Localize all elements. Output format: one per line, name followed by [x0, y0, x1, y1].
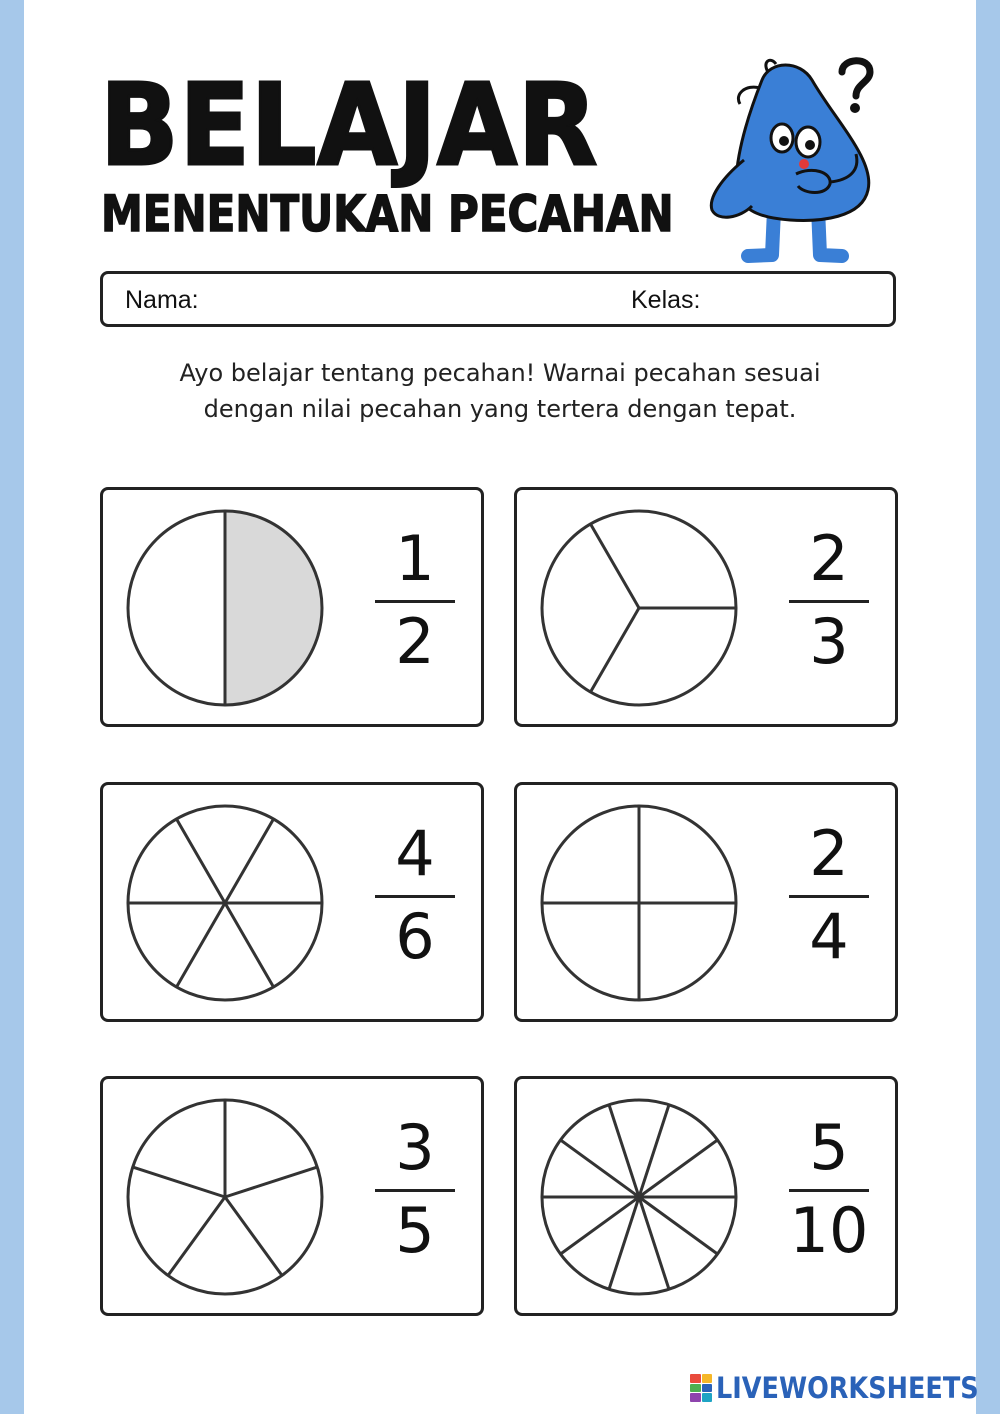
- name-class-field[interactable]: [100, 271, 896, 327]
- fraction-label: [789, 524, 869, 677]
- fraction-circle[interactable]: [125, 508, 325, 708]
- fraction-bar: [789, 895, 869, 898]
- page-subtitle: MENENTUKAN PECAHAN: [101, 185, 674, 243]
- fraction-numerator: 5: [809, 1111, 849, 1184]
- fraction-bar: [375, 1189, 455, 1192]
- right-border-stripe: [976, 0, 1000, 1414]
- fraction-numerator: 3: [395, 1111, 435, 1184]
- fraction-circle[interactable]: [125, 1097, 325, 1297]
- slice-divider: [609, 1197, 639, 1289]
- slice-divider: [639, 1105, 669, 1197]
- fraction-card-6[interactable]: [514, 1076, 898, 1316]
- page-title: BELAJAR: [100, 61, 599, 191]
- watermark-text: LIVEWORKSHEETS: [716, 1371, 979, 1405]
- fraction-numerator: 2: [809, 817, 849, 890]
- fraction-bar: [375, 895, 455, 898]
- fraction-numerator: 2: [809, 522, 849, 595]
- slice-divider: [225, 903, 274, 987]
- fraction-bar: [375, 600, 455, 603]
- class-label: Kelas:: [631, 286, 701, 314]
- fraction-label: [789, 819, 869, 972]
- slice-divider: [639, 1140, 717, 1197]
- fraction-denominator: 2: [395, 605, 435, 678]
- fraction-denominator: 3: [809, 605, 849, 678]
- instructions-line-2: dengan nilai pecahan yang tertera dengan tepat.: [203, 395, 797, 423]
- fraction-circle[interactable]: [539, 803, 739, 1003]
- name-label: Nama:: [125, 286, 199, 314]
- fraction-bar: [789, 600, 869, 603]
- shaded-slice[interactable]: [225, 511, 322, 705]
- fraction-label: [375, 1113, 455, 1266]
- fraction-card-3[interactable]: [100, 782, 484, 1022]
- instructions-line-1: Ayo belajar tentang pecahan! Warnai pecahan sesuai: [179, 359, 821, 387]
- fraction-card-1[interactable]: [100, 487, 484, 727]
- fraction-circle[interactable]: [539, 508, 739, 708]
- fraction-numerator: 1: [395, 522, 435, 595]
- fraction-label: [789, 1113, 869, 1266]
- fraction-circle[interactable]: [125, 803, 325, 1003]
- fraction-denominator: 10: [789, 1194, 869, 1267]
- slice-divider: [168, 1197, 225, 1275]
- fraction-denominator: 6: [395, 900, 435, 973]
- fraction-circle[interactable]: [539, 1097, 739, 1297]
- slice-divider: [225, 1167, 317, 1197]
- slice-divider: [591, 524, 640, 608]
- slice-divider: [639, 1197, 717, 1254]
- fraction-numerator: 4: [395, 817, 435, 890]
- liveworksheets-watermark: [690, 1370, 1000, 1406]
- slice-divider: [225, 1197, 282, 1275]
- instructions: [100, 355, 900, 427]
- slice-divider: [133, 1167, 225, 1197]
- fraction-label: [375, 524, 455, 677]
- fraction-denominator: 4: [809, 900, 849, 973]
- left-border-stripe: [0, 0, 24, 1414]
- thinking-mascot-illustration: [700, 50, 890, 265]
- liveworksheets-logo-icon: [690, 1374, 712, 1402]
- slice-divider: [639, 1197, 669, 1289]
- fraction-card-5[interactable]: [100, 1076, 484, 1316]
- slice-divider: [591, 608, 640, 692]
- slice-divider: [561, 1197, 639, 1254]
- slice-divider: [609, 1105, 639, 1197]
- fraction-card-4[interactable]: [514, 782, 898, 1022]
- slice-divider: [561, 1140, 639, 1197]
- slice-divider: [177, 903, 226, 987]
- fraction-denominator: 5: [395, 1194, 435, 1267]
- fraction-bar: [789, 1189, 869, 1192]
- fraction-label: [375, 819, 455, 972]
- slice-divider: [177, 819, 226, 903]
- fraction-card-2[interactable]: [514, 487, 898, 727]
- slice-divider: [225, 819, 274, 903]
